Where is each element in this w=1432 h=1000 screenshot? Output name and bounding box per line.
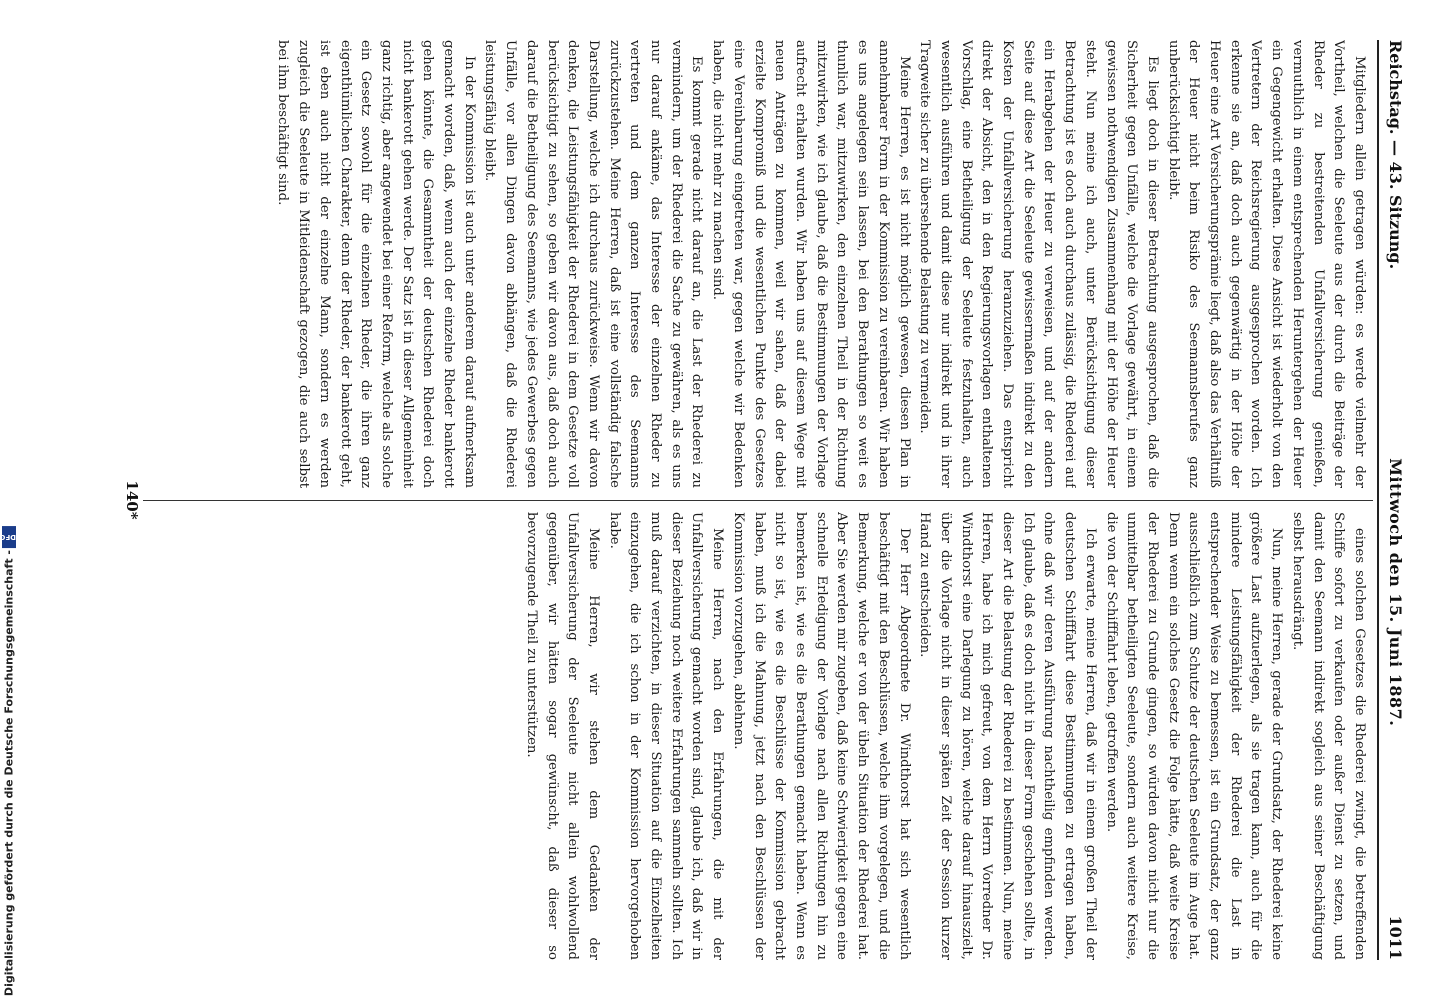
paragraph: Es kommt gerade nicht darauf an, die Last der Rhederei zu vermindern, um der Rhederei die Sache zu gewähren, als es uns nur darauf ankäme, das Interesse der einzelnen Rheder zu vertreten und dem ganzen Interesse des Seemanns zurückzustehen. Meine Herren, daß ist eine vollständig falsche Darstellung, welche ich durchaus zurückweise. Wenn wir davon denken, die Leistungsfähigkeit der Rhederei in dem Gesetze voll berücksichtigt zu sehen, so geben wir davon aus, daß doch auch darauf die Betheiligung des Seemanns, wie jedes Gewerbes gegen Unfälle, vor allen Dingen davon abhängen, daß die Rhederei leistungsfähig bleibt. [482, 40, 705, 488]
credit-text: Digitalisierung gefördert durch die Deutsche Forschungsgemeinschaft - [2, 549, 16, 996]
paragraph: In der Kommission ist auch unter anderem darauf aufmerksam gemacht worden, daß, wenn auch der einzelne Rheder bankerott gehen könnte, die Gesammtheit der deutschen Rhederei doch nicht bankerott gehen werde. Der Satz ist in dieser Allgemeinheit ganz richtig, aber angewendet bei einer Reform, welche als solche ein Gesetz sowohl für die einzelnen Rheder, die ihren ganz eigenthümlichen Charakter, denn der Rheder, der bankerott geht, ist eben auch nicht der einzelne Mann, sondern es werden zugleich die Seeleute in Mitleidenschaft gezogen, die auch selbst bei ihm beschäftigt sind. [275, 40, 477, 488]
paragraph: eines solchen Gesetzes die Rhederei zwingt, die betreffenden Schiffe sofort zu verkaufen oder außer Dienst zu setzen, und damit den Seemann indirekt sogleich aus seiner Beschäftigung selbst herausdrängt. [1289, 512, 1367, 960]
paragraph: Meine Herren, es ist nicht möglich gewesen, diesen Plan in annehmbarer Form in der Kommission zu vereinbaren. Wir haben es uns angelegen sein lassen, bei den Berathungen so weit es thunlich war, mitzuwirken, den einzelnen Theil in der Richtung mitzuwirken, wie ich glaube, daß die Bestimmungen der Vorlage aufrecht erhalten wurden. Wir haben uns auf diesem Wege mit neuen Anträgen zu kommen, weil wir sahen, daß der dabei erzielte Kompromiß und die wesentlichen Punkte des Gesetzes eine Vereinbarung eingetreten war, gegen welche wir Bedenken haben, die nicht mehr zu machen sind. [710, 40, 912, 488]
sheet-signature: 140* [123, 480, 141, 520]
paragraph: Ich erwarte, meine Herren, daß wir in einem großen Theil der deutschen Schifffahrt diese Bestimmungen zu ertragen haben, ohne daß wir deren Ausführung nachtheilig empfinden werden. Ich glaube, daß es doch nicht in dieser Form geschehen sollte, in dieser Art die Belastung der Rhederei zu bestimmen. Nun, meine Herren, habe ich mich gefreut, von dem Herrn Vorredner Dr. Windthorst eine Darlegung zu hören, welche darauf hinauszielt, über die Vorlage nicht in dieser späten Zeit der Session kurzer Hand zu entscheiden. [917, 512, 1098, 960]
digitization-credit [2, 526, 16, 996]
column-divider [143, 500, 1373, 501]
paragraph: Mitgliedern allein getragen würden: es werde vielmehr der Vortheil, welchen die Seeleute aus der durch die Beiträge der Rheder zu bestreitenden Unfallversicherung genießen, vermuthlich in einem entsprechenden Heruntergehen der Heuer ein Gegengewicht erhalten. Diese Ansicht ist wiederholt von den Vertretern der Reichsregierung ausgesprochen worden. Ich erkenne sie an, daß doch auch gegenwärtig in der Höhe der Heuer eine Art Versicherungsprämie liegt, daß also das Verhältniß der Heuer nicht beim Risiko des Seemannsberufes ganz unberücksichtigt bleibt. [1165, 40, 1367, 488]
credit-strip [0, 0, 22, 1000]
dfg-logo-icon: DFG [2, 526, 16, 548]
rotated-page-content [103, 30, 1413, 970]
header-left: Reichstag. — 43. Sitzung. [1386, 40, 1406, 270]
header-date: Mittwoch den 15. Juni 1887. [1386, 458, 1406, 727]
left-column [169, 40, 1369, 488]
paragraph: Der Herr Abgeordnete Dr. Windthorst hat sich wesentlich beschäftigt mit den Beschlüssen, welche ihm vorgelegen, und die Bemerkung, welche er von der übeln Situation der Rhederei hat. Aber Sie werden mir zugeben, daß keine Schwierigkeit gegen eine schnelle Erledigung der Vorlage nach allen Richtungen hin zu bemerken ist, wie es die Berathungen gemacht haben. Wenn es nicht so ist, wie es die Beschlüsse der Kommission gebracht haben, muß ich die Mahnung, jetzt nach den Beschlüssen der Kommission vorzugehen, ablehnen. [730, 512, 912, 960]
right-column [169, 512, 1369, 960]
page-number: 1011 [1386, 915, 1406, 960]
page-header [1377, 40, 1413, 960]
paragraph: Meine Herren, nach den Erfahrungen, die mit der Unfallversicherung gemacht worden sind, glaube ich, daß wir in dieser Beziehung noch weitere Erfahrungen sammeln sollten. Ich muß darauf verzichten, in dieser Situation auf die Einzelheiten einzugehen, die ich schon in der Kommission hervorgehoben habe. [606, 512, 726, 960]
paragraph: Es liegt doch in dieser Betrachtung ausgesprochen, daß die Sicherheit gegen Unfälle, welche die Vorlage gewährt, in einem gewissen nothwendigen Zusammenhang mit der Höhe der Heuer steht. Nun meine ich auch, unter Berücksichtigung dieser Betrachtung ist es doch auch durchaus zulässig, die Rhederei auf ein Herabgehen der Heuer zu verweisen, und auf der andern Seite auf diese Art die Seeleute gewissermaßen indirekt zu den Kosten der Unfallversicherung heranzuziehen. Das entspricht direkt der Absicht, den in den Regierungsvorlagen enthaltenen Vorschlag, eine Betheiligung der Seeleute festzuhalten, auch wesentlich ausführen und damit diese nur indirekt und in ihrer Tragweite sicher zu übersehende Belastung zu vermeiden. [917, 40, 1160, 488]
paragraph: Nun, meine Herren, gerade der Grundsatz, der Rhederei keine größere Last aufzuerlegen, als sie tragen kann, auch für die mindere Leistungsfähigkeit der Rhederei die Last in entsprechender Weise zu bemessen, ist ein Grundsatz, der ganz ausschließlich zum Schutze der deutschen Seeleute im Auge hat. Denn wenn ein solches Gesetz die Folge hätte, daß weite Kreise der Rhederei zu Grunde gingen, so würden davon nicht nur die unmittelbar betheiligten Seeleute, sondern auch weitere Kreise, die von der Schifffahrt leben, getroffen werden. [1103, 512, 1285, 960]
paragraph: Meine Herren, wir stehen dem Gedanken der Unfallversicherung der Seeleute nicht allein wohlwollend gegenüber, wir hätten sogar gewünscht, daß dieser so bevorzugende Theil zu unterstützen. [523, 512, 601, 960]
